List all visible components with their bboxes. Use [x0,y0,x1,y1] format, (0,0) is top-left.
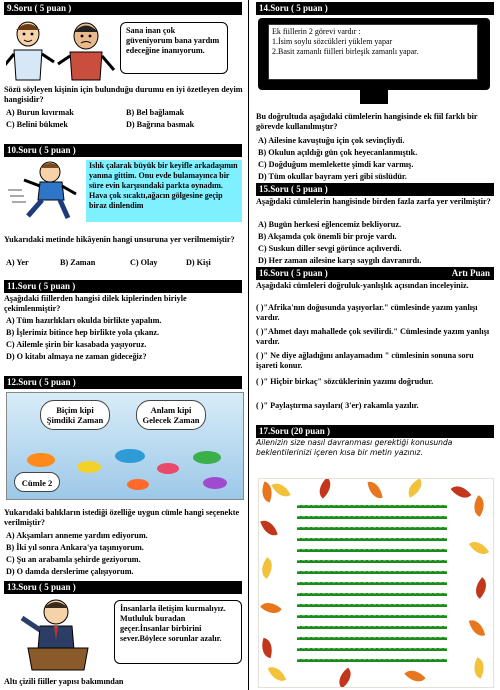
leaf-icon [258,557,277,579]
q13-speech-bubble: İnsanlarla iletişim kurmalıyız. Mutluluk buradan geçer.İnsanlar birbirini sever.Böylece sorunlar azalır. [114,600,242,664]
q14-monitor-stand [360,90,388,104]
q14-screen-title: Ek fiillerin 2 görevi vardır : [272,27,361,36]
q10-option-a[interactable]: A) Yer [6,258,29,267]
q10-question: Yukarıdaki metinde hikâyenin hangi unsuruna yer verilmemiştir? [4,235,235,244]
writing-line[interactable] [297,560,447,563]
writing-line[interactable] [297,659,447,662]
fish-icon [27,453,55,467]
q12-option-a[interactable]: A) Akşamları anneme yardım ediyorum. [6,531,148,540]
q17-writing-paper [258,478,494,688]
leaf-icon [260,598,282,619]
q11-option-c[interactable]: C) Ailemle şirin bir kasabada yaşıyoruz. [6,340,147,349]
q9-option-d[interactable]: D) Bağrına basmak [126,120,195,129]
q16-item-1[interactable]: ( )"Afrika'nın doğusunda yaşıyorlar." cümlesinde yazım yanlışı vardır. [256,303,478,322]
fish-icon [193,451,221,464]
q9-option-b[interactable]: B) Bel bağlamak [126,108,185,117]
q9-option-a[interactable]: A) Burun kıvırmak [6,108,74,117]
q12-option-d[interactable]: D) O damda derslerime çalışıyorum. [6,567,134,576]
q17-header: 17.Soru (20 puan ) [256,425,494,438]
leaf-icon [471,577,492,599]
q14-option-d[interactable]: D) Tüm okullar bayram yeri gibi süslüdür. [258,172,407,181]
fish-icon [203,477,227,489]
writing-line[interactable] [297,505,447,508]
q10-passage: Islık çalarak büyük bir keyifle arkadaşımın yanına gittim. Onu evde bulamayınca bir süre evin karşısındaki parkta oynadım. Hava çok sıcaktı,ağacın gölgesine geçip biraz dinlendim [86,160,242,222]
q14-screen-line-1: 1.İsim soylu sözcükleri yüklem yapar [272,37,393,46]
q16-item-5[interactable]: ( )" Paylaştırma sayıları( 3'er) rakamla yazılır. [256,401,419,410]
leaf-icon [259,638,275,658]
q14-question: Bu doğrultuda aşağıdaki cümlelerin hangisinde ek fiil farklı bir görevde kullanılmıştır? [256,112,478,131]
q11-question: Aşağıdaki fiillerden hangisi dilek kiplerinden biriyle çekimlenmiştir? [4,294,187,313]
leaf-icon [469,618,485,638]
q14-screen-line-2: 2.Basit zamanlı fiilleri birleşik zamanlı yapar. [272,47,419,56]
q14-option-c[interactable]: C) Doğduğum memlekette şimdi kar varmış. [258,160,414,169]
q13-speaker-illustration [8,596,108,672]
writing-line[interactable] [297,516,447,519]
q16-question: Aşağıdaki cümleleri doğruluk-yanlışlık açısından inceleyiniz. [256,281,469,290]
q15-option-c[interactable]: C) Suskun diller sevgi görünce açılıverdi. [258,244,402,253]
q11-header: 11.Soru ( 5 puan ) [4,280,242,293]
writing-line[interactable] [297,571,447,574]
writing-line[interactable] [297,626,447,629]
q14-header: 14.Soru ( 5 puan ) [256,2,494,15]
leaf-icon [260,517,277,538]
leaf-icon [451,481,472,503]
fish-icon [77,461,101,473]
q12-header: 12.Soru ( 5 puan ) [4,376,242,389]
q14-monitor-screen [268,24,478,80]
fish-icon [127,479,149,490]
q16-item-3[interactable]: ( )" Ne diye ağladığını anlayamadım " cümlesinin sonuna soru işareti konur. [256,351,474,370]
leaf-icon [334,668,356,688]
leaf-icon [368,480,383,500]
q10-option-c[interactable]: C) Olay [130,258,158,267]
q12-option-c[interactable]: C) Şu an arabamla şehirde geziyorum. [6,555,141,564]
q14-option-b[interactable]: B) Okulun açıldığı gün çok heyecanlanmıştık. [258,148,418,157]
q11-option-a[interactable]: A) Tüm hazırlıkları okulda birlikte yapalım. [6,316,162,325]
q16-header [256,267,494,280]
q9-speech-bubble: Sana inan çok güveniyorum bana yardım edeceğine inanıyorum. [120,22,228,74]
writing-line[interactable] [297,593,447,596]
writing-line[interactable] [297,615,447,618]
q15-option-b[interactable]: B) Akşamda çok önemli bir proje vardı. [258,232,397,241]
leaf-icon [314,478,335,499]
leaf-icon [271,479,290,501]
leaf-icon [470,657,488,678]
q17-prompt: Ailenizin size nasıl davranması gerektiği konusunda beklentilerinizi içeren kısa bir metin yazınız. [256,438,453,457]
leaf-icon [404,478,426,497]
writing-line[interactable] [297,604,447,607]
q9-illustration [6,20,118,82]
leaf-icon [268,663,286,684]
leaf-icon [469,537,489,559]
writing-line[interactable] [297,648,447,651]
q10-option-d[interactable]: D) Kişi [186,258,211,267]
q11-option-b[interactable]: B) İşlerimiz bitince hep birlikte yola çıkanz. [6,328,160,337]
q15-question: Aşağıdaki cümlelerin hangisinde birden fazla zarfa yer verilmiştir? [256,197,491,206]
q9-option-c[interactable]: C) Belini bükmek [6,120,68,129]
q12-option-b[interactable]: B) İki yıl sonra Ankara'ya taşınıyorum. [6,543,144,552]
q16-item-4[interactable]: ( )" Hiçbir birkaç" sözcüklerinin yazımı doğrudur. [256,377,434,386]
q12-cloud-sentence: Cümle 2 [14,472,60,492]
q16-bonus-label: Artı Puan [451,268,490,278]
q12-cloud-future-tense: Anlam kipi Gelecek Zaman [136,400,206,430]
fish-icon [115,449,145,463]
q15-option-d[interactable]: D) Her zaman ailesine karşı saygılı davranırdı. [258,256,422,265]
q11-option-d[interactable]: D) O kitabı almaya ne zaman gideceğiz? [6,352,147,361]
q16-header-title: 16.Soru ( 5 puan ) [259,268,328,278]
leaf-icon [469,495,488,517]
writing-line[interactable] [297,527,447,530]
fish-icon [157,463,179,474]
q9-header: 9.Soru ( 5 puan ) [4,2,242,15]
q12-question: Yukarıdaki balıkların istediği özelliğe uygun cümle hangi seçenekte verilmiştir? [4,508,240,527]
leaf-icon [404,665,425,686]
q12-cloud-present-tense: Biçim kipi Şimdiki Zaman [40,400,110,430]
q16-item-2[interactable]: ( )"Ahmet dayı mahallede çok sevilirdi." Cümlesinde yazım yanlışı vardır. [256,327,490,346]
q9-question: Sözü söyleyen kişinin için bulunduğu durumu en iyi özetleyen deyim hangisidir? [4,85,243,104]
q15-option-a[interactable]: A) Bugün herkesi eğlencemiz bekliyoruz. [258,220,402,229]
q10-header: 10.Soru ( 5 puan ) [4,144,242,157]
writing-line[interactable] [297,538,447,541]
writing-line[interactable] [297,582,447,585]
writing-line[interactable] [297,637,447,640]
column-divider [248,0,249,690]
q14-option-a[interactable]: A) Ailesine kavuştuğu için çok sevinçliydi. [258,136,405,145]
q10-option-b[interactable]: B) Zaman [60,258,96,267]
q15-header: 15.Soru ( 5 puan ) [256,183,494,196]
q10-running-boy-illustration [6,160,84,222]
writing-line[interactable] [297,549,447,552]
q13-header: 13.Soru ( 5 puan ) [4,581,242,594]
q13-question: Altı çizili fiiller yapısı bakımından [4,677,124,686]
